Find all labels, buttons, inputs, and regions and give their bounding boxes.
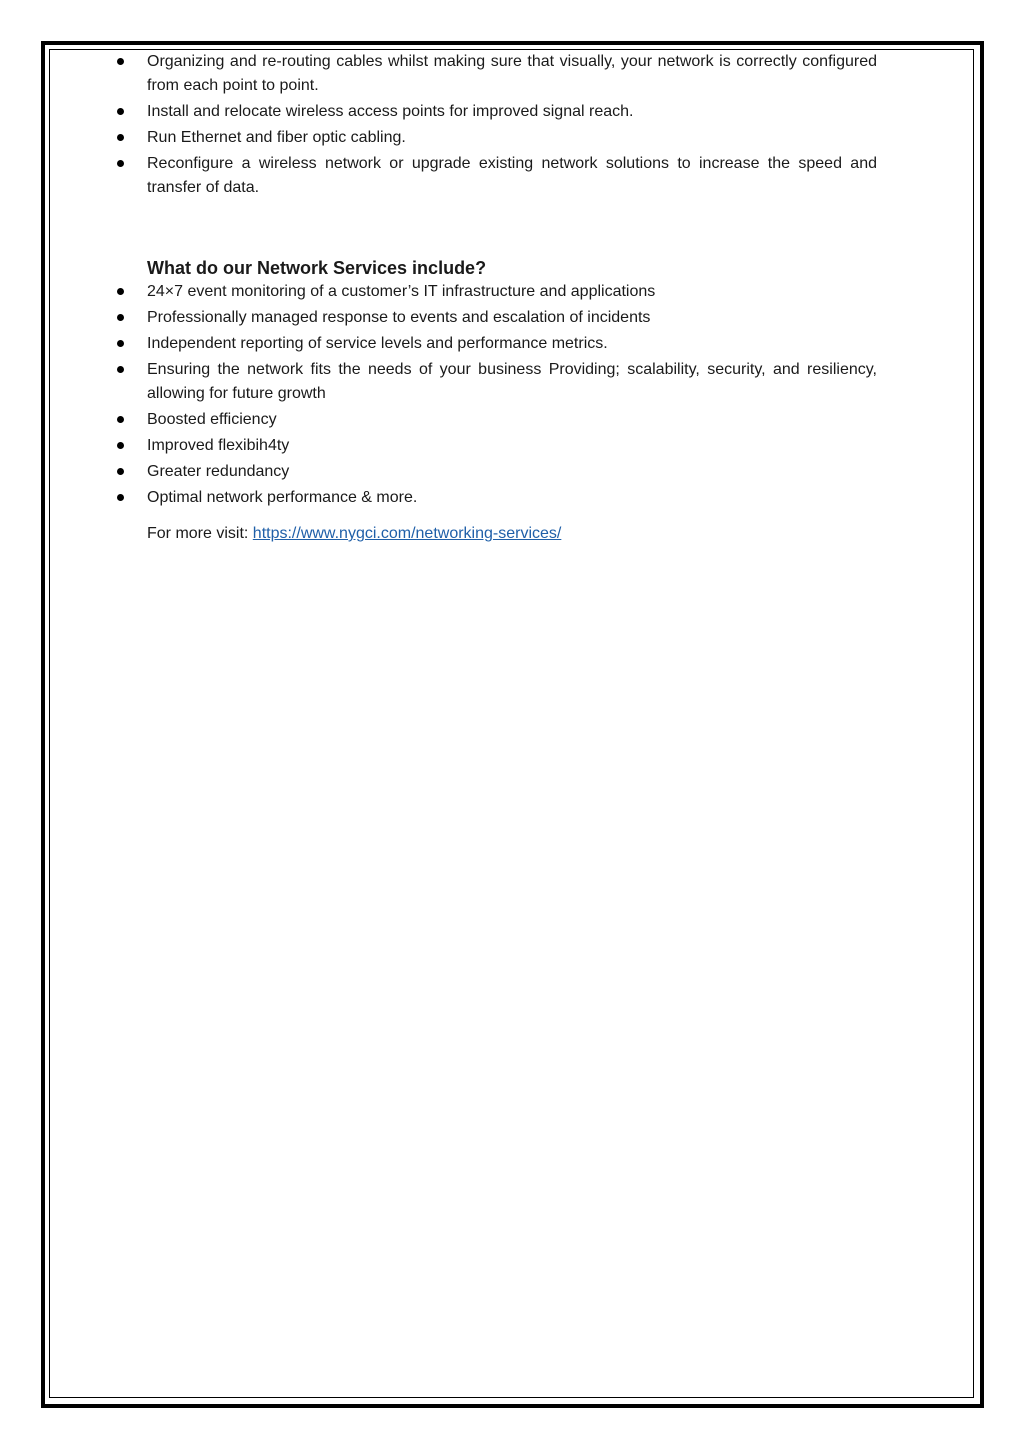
list-item: 24×7 event monitoring of a customer’s IT infrastructure and applications [113,280,877,304]
networking-services-link[interactable]: https://www.nygci.com/networking-services/ [252,525,562,542]
list-item: Professionally managed response to events and escalation of incidents [113,306,877,330]
bullet-icon [117,340,124,347]
bullet-icon [117,494,124,501]
list-item: Reconfigure a wireless network or upgrade existing network solutions to increase the speed and transfer of data. [113,152,877,200]
bullet-icon [117,314,124,321]
bullet-icon [117,134,124,141]
bullet-icon [117,108,124,115]
document-body [113,50,877,546]
bullet-icon [117,442,124,449]
bullet-icon [117,58,124,65]
list-item: Optimal network performance & more. [113,486,877,510]
bullet-icon [117,366,124,373]
list-item: Greater redundancy [113,460,877,484]
bullet-icon [117,288,124,295]
list-item: Improved flexibih4ty [113,434,877,458]
list-item: Independent reporting of service levels and performance metrics. [113,332,877,356]
services-list-2 [113,280,877,510]
list-item: Organizing and re-routing cables whilst making sure that visually, your network is correctly configured from each point to point. [113,50,877,98]
bullet-icon [117,160,124,167]
bullet-icon [117,416,124,423]
more-info-line [147,522,877,546]
more-info-prefix: For more visit: [147,525,253,542]
services-list-1 [113,50,877,200]
section-heading: What do our Network Services include? [147,258,487,278]
list-item: Install and relocate wireless access points for improved signal reach. [113,100,877,124]
bullet-icon [117,468,124,475]
list-item: Run Ethernet and fiber optic cabling. [113,126,877,150]
list-item: Boosted efficiency [113,408,877,432]
list-item: Ensuring the network fits the needs of your business Providing; scalability, security, and resiliency, allowing for future growth [113,358,877,406]
